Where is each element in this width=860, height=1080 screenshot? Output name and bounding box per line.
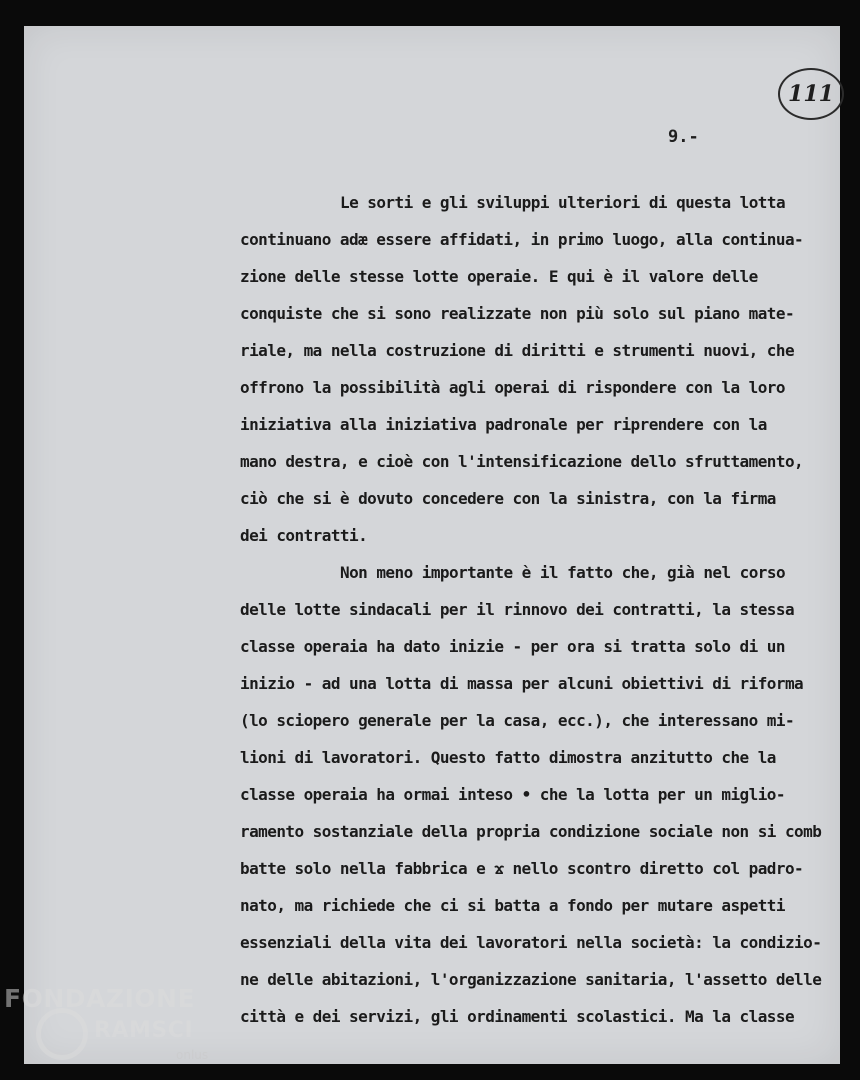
text-line: Le sorti e gli sviluppi ulteriori di questa lotta — [340, 193, 786, 212]
text-line: mano destra, e cioè con l'intensificazione dello sfruttamento, — [240, 452, 804, 471]
text-line: ramento sostanziale della propria condizione sociale non si comb — [240, 822, 822, 841]
text-line: ne delle abitazioni, l'organizzazione sanitaria, l'assetto delle — [240, 970, 822, 989]
logo-g-icon — [36, 1008, 88, 1060]
text-line: classe operaia ha dato inizie - per ora si tratta solo di un — [240, 637, 785, 656]
logo-line-1: FONDAZIONE — [4, 984, 196, 1013]
text-line: città e dei servizi, gli ordinamenti scolastici. Ma la classe — [240, 1007, 795, 1026]
text-line: zione delle stesse lotte operaie. E qui è il valore delle — [240, 267, 758, 286]
logo-line-2: RAMSCI — [94, 1018, 194, 1043]
text-line: (lo sciopero generale per la casa, ecc.), che interessano mi- — [240, 711, 795, 730]
text-line: inizio - ad una lotta di massa per alcuni obiettivi di riforma — [240, 674, 804, 693]
archive-number-stamp — [778, 68, 844, 120]
document-page — [24, 26, 840, 1064]
text-line: lioni di lavoratori. Questo fatto dimostra anzitutto che la — [240, 748, 776, 767]
text-line: conquiste che si sono realizzate non più solo sul piano mate- — [240, 304, 795, 323]
archive-number: 111 — [788, 81, 834, 107]
text-line: riale, ma nella costruzione di diritti e strumenti nuovi, che — [240, 341, 795, 360]
fondazione-gramsci-logo — [4, 984, 219, 1074]
text-line: dei contratti. — [240, 526, 368, 545]
text-line: classe operaia ha ormai inteso • che la lotta per un miglio- — [240, 785, 785, 804]
paragraph-2 — [240, 554, 840, 1035]
text-line: iniziativa alla iniziativa padronale per riprendere con la — [240, 415, 767, 434]
logo-subtitle: onlus — [176, 1048, 209, 1062]
body-text — [240, 184, 840, 1035]
text-line: batte solo nella fabbrica e ϫ nello scontro diretto col padro- — [240, 859, 804, 878]
text-line: Non meno importante è il fatto che, già nel corso — [340, 563, 786, 582]
text-line: essenziali della vita dei lavoratori nella società: la condizio- — [240, 933, 822, 952]
page-number: 9.- — [668, 127, 699, 147]
text-line: ciò che si è dovuto concedere con la sinistra, con la firma — [240, 489, 776, 508]
paragraph-1 — [240, 184, 840, 554]
text-line: nato, ma richiede che ci si batta a fondo per mutare aspetti — [240, 896, 785, 915]
text-line: delle lotte sindacali per il rinnovo dei contratti, la stessa — [240, 600, 795, 619]
text-line: offrono la possibilità agli operai di rispondere con la loro — [240, 378, 785, 397]
text-line: continuano adæ essere affidati, in primo luogo, alla continua- — [240, 230, 804, 249]
